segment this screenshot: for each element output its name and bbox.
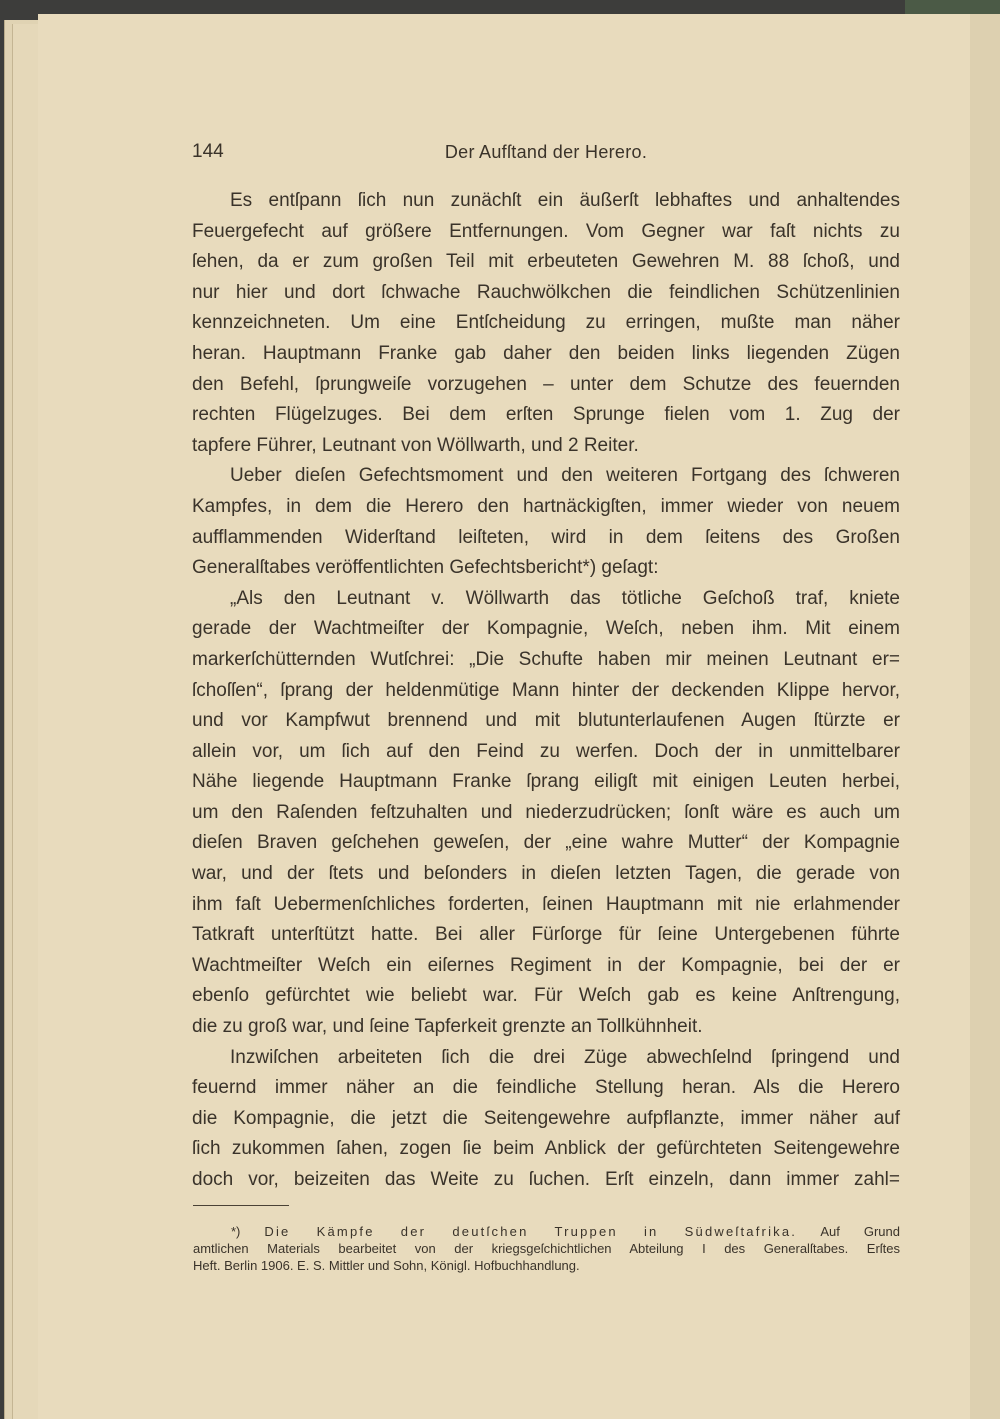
footnote-rule [193, 1205, 289, 1206]
text-line: allein vor, um ſich auf den Feind zu werfen. Doch der in unmittelbarer [192, 740, 900, 762]
text-line: Inzwiſchen arbeiteten ſich die drei Züge abwechſelnd ſpringend und [230, 1046, 900, 1068]
text-line: und vor Kampfwut brennend und mit blutunterlaufenen Augen ſtürzte er [192, 710, 900, 732]
book-cover-corner [905, 0, 1000, 14]
footnote-line: Heft. Berlin 1906. E. S. Mittler und Sohn, Königl. Hofbuchhandlung. [193, 1258, 580, 1273]
text-line: feuernd immer näher an die feindliche Stellung heran. Als die Herero [192, 1077, 900, 1099]
footnote [193, 1223, 900, 1274]
text-line: Nähe liegende Hauptmann Franke ſprang eiligſt mit einigen Leuten herbei, [192, 771, 900, 793]
footnote-text: Auf Grund [820, 1224, 900, 1239]
text-line: doch vor, beizeiten das Weite zu ſuchen. Erſt einzeln, dann immer zahl= [192, 1169, 900, 1190]
book-page [38, 14, 970, 1419]
text-line: den Befehl, ſprungweiſe vorzugehen – unter dem Schutze des feuernden [192, 373, 900, 395]
text-line: ſchoſſen“, ſprang der heldenmütige Mann hinter der deckenden Klippe hervor, [192, 679, 900, 701]
text-line: Kampfes, in dem die Herero den hartnäckigſten, immer wieder von neuem [192, 495, 900, 517]
footnote-title: Die Kämpfe der deutſchen Truppen in Südweſtafrika. [264, 1224, 798, 1239]
footnote-line: amtlichen Materials bearbeitet von der kriegsgeſchichtlichen Abteilung I des Generalſtabes. Erſtes [193, 1241, 900, 1256]
text-line: Ueber dieſen Gefechtsmoment und den weiteren Fortgang des ſchweren [230, 465, 900, 487]
text-line: tapfere Führer, Leutnant von Wöllwarth, und 2 Reiter. [192, 434, 639, 456]
text-line: „Als den Leutnant v. Wöllwarth das tötliche Geſchoß traf, kniete [230, 587, 900, 609]
footnote-marker: *) [231, 1224, 241, 1239]
text-line: dieſen Braven geſchehen geweſen, der „eine wahre Mutter“ der Kompagnie [192, 832, 900, 854]
text-line: Es entſpann ſich nun zunächſt ein äußerſt lebhaftes und anhaltendes [230, 190, 900, 211]
text-line: markerſchütternden Wutſchrei: „Die Schufte haben mir meinen Leutnant er= [192, 648, 900, 670]
text-line: rechten Flügelzuges. Bei dem erſten Sprunge fielen vom 1. Zug der [192, 404, 900, 426]
text-line: Generalſtabes veröffentlichten Gefechtsbericht*) geſagt: [192, 557, 659, 579]
text-line: ſich zukommen ſahen, zogen ſie beim Anblick der gefürchteten Seitengewehre [192, 1138, 900, 1160]
text-line: um den Raſenden feſtzuhalten und niederzudrücken; ſonſt wäre es auch um [192, 801, 900, 823]
running-title: Der Aufſtand der Herero. [444, 142, 648, 162]
text-line: ihm faſt Uebermenſchliches forderten, ſeinen Hauptmann mit nie erlahmender [192, 893, 900, 915]
text-line: die zu groß war, und ſeine Tapferkeit grenzte an Tollkühnheit. [192, 1016, 703, 1038]
text-line: aufflammenden Widerſtand leiſteten, wird in dem ſeitens des Großen [192, 526, 900, 548]
page-number: 144 [192, 141, 224, 162]
text-line: nur hier und dort ſchwache Rauchwölkchen die feindlichen Schützenlinien [192, 281, 900, 303]
body-text [192, 186, 900, 1196]
text-line: ebenſo gefürchtet wie beliebt war. Für Weſch gab es keine Anſtrengung, [192, 985, 900, 1007]
text-line: Feuergefecht auf größere Entfernungen. Vom Gegner war faſt nichts zu [192, 220, 900, 242]
text-line: Wachtmeiſter Weſch ein eiſernes Regiment in der Kompagnie, bei der er [192, 954, 900, 976]
facing-page-edge [968, 14, 1000, 1419]
text-line: gerade der Wachtmeiſter der Kompagnie, Weſch, neben ihm. Mit einem [192, 618, 900, 640]
text-line: Tatkraft unterſtützt hatte. Bei aller Fürſorge für ſeine Untergebenen führte [192, 924, 900, 946]
text-line: die Kompagnie, die jetzt die Seitengewehre aufpflanzte, immer näher auf [192, 1107, 900, 1129]
text-line: heran. Hauptmann Franke gab daher den beiden links liegenden Zügen [192, 342, 900, 364]
text-line: kennzeichneten. Um eine Entſcheidung zu erringen, mußte man näher [192, 312, 900, 334]
text-line: war, und der ſtets und beſonders in dieſen letzten Tagen, die gerade von [192, 863, 900, 885]
text-line: ſehen, da er zum großen Teil mit erbeuteten Gewehren M. 88 ſchoß, und [192, 251, 900, 273]
